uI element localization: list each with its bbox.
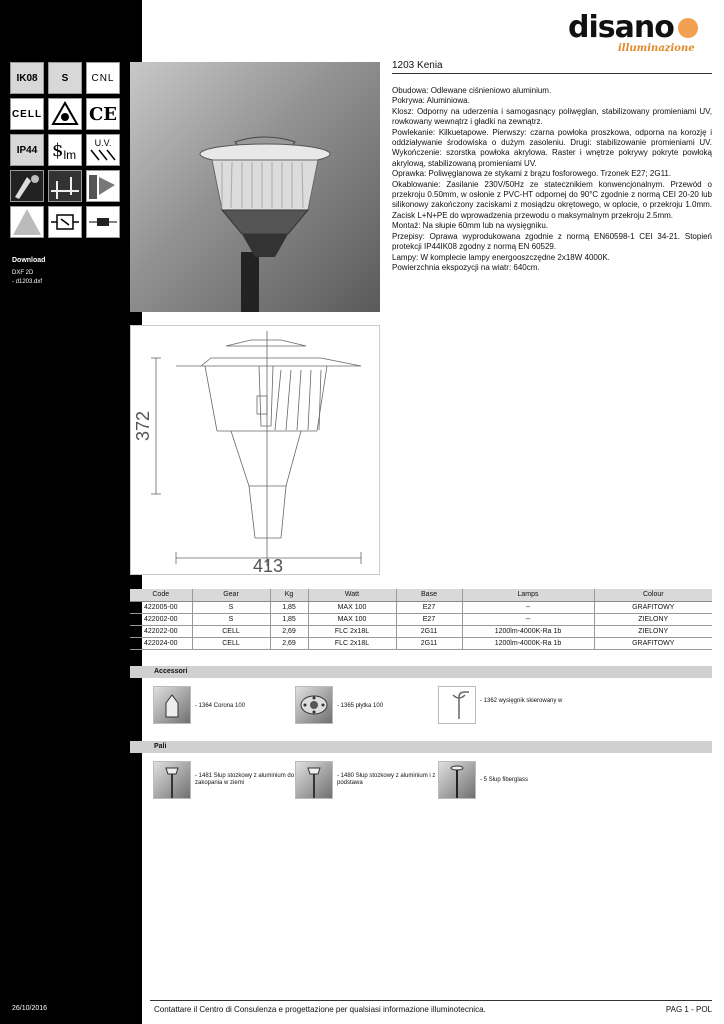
technical-drawing (130, 325, 380, 575)
cell-lamps: -- (462, 613, 594, 625)
desc-diffuser: Klosz: Odporny na uderzenia i samogasnący poliwęglan, stabilizowany promieniami UV, rowkowany wewnątrz i gładki na zewnątrz. (392, 106, 712, 127)
table-row (130, 601, 712, 613)
spec-table (130, 589, 712, 650)
col-code: Code (130, 589, 192, 601)
cell-gear: S (192, 601, 270, 613)
installation-icon (10, 170, 44, 202)
desc-housing: Obudowa: Odlewane ciśnieniowo aluminium. (392, 86, 552, 95)
accessory-item-bracket[interactable] (438, 686, 590, 724)
cell-colour: ZIELONY (594, 625, 712, 637)
corona-thumbnail (153, 686, 191, 724)
cell-kg: 1,85 (270, 613, 308, 625)
footer-contact-text: Contattare il Centro di Consulenza e progettazione per qualsiasi informazione illuminotecnica. (154, 1005, 486, 1014)
cell-gear: CELL (192, 625, 270, 637)
cell-code: 422022-00 (130, 625, 192, 637)
cell-badge: CELL (10, 98, 44, 130)
cell-base: 2G11 (396, 625, 462, 637)
ip44-badge: IP44 (10, 134, 44, 166)
col-kg: Kg (270, 589, 308, 601)
recycle-icon (48, 98, 82, 130)
pole-item-1480[interactable] (295, 761, 437, 799)
cnl-badge: CNL (86, 62, 120, 94)
energy-saving-icon: $ lm (48, 134, 82, 166)
desc-lampholder: Oprawka: Poliwęglanowa ze stykami z brązu fosforowego. Trzonek E27; 2G11. (392, 169, 672, 179)
table-row (130, 613, 712, 625)
pole-mount-icon (86, 170, 120, 202)
s-badge: S (48, 62, 82, 94)
drawing-height-label: 372 (133, 410, 153, 442)
cell-colour: ZIELONY (594, 613, 712, 625)
download-item-dxf-file[interactable]: - d1203.dxf (12, 279, 43, 285)
pole-1480-thumbnail (295, 761, 333, 799)
drawing-width-label: 413 (252, 556, 284, 574)
table-row (130, 625, 712, 637)
brand-logo: disano illuminazione (568, 12, 708, 56)
cell-colour: GRAFITOWY (594, 637, 712, 649)
desc-wiring: Okablowanie: Zasilanie 230V/50Hz ze statecznikiem konwencjonalnym. Przewód o przekroju 0.50mm, w osłonie z PVC-HT odpornej do 90°C zgodnie z normą CEI 20-20 lub silikonowy zakończony zaciskami z mosiądzu okrętowego, w oplocie, o przekroju 1.0mm. Zacisk L+N+PE do wprowadzenia przewodu o maksymalnym przekroju 2.5mm. (392, 179, 712, 220)
desc-cover: Pokrywa: Aluminiowa. (392, 96, 470, 106)
cell-base: E27 (396, 613, 462, 625)
cell-code: 422024-00 (130, 637, 192, 649)
accessory-label: - 1365 płytka 100 (337, 703, 384, 709)
accessories-heading: Accessori (130, 666, 712, 678)
left-sidebar (0, 0, 142, 1024)
pole-label: - 5 Słup fiberglass (480, 777, 529, 783)
product-description (392, 86, 712, 273)
page-number: PAG 1 - POL (665, 1005, 712, 1014)
col-gear: Gear (192, 589, 270, 601)
cell-lamps: 1200lm-4000K-Ra 1b (462, 625, 594, 637)
ik08-badge: IK08 (10, 62, 44, 94)
cell-kg: 2,69 (270, 625, 308, 637)
download-heading: Download (12, 257, 46, 264)
cell-lamps: 1200lm-4000K-Ra 1b (462, 637, 594, 649)
cell-gear: S (192, 613, 270, 625)
cell-watt: FLC 2x18L (308, 637, 396, 649)
fuse-icon (86, 206, 120, 238)
uv-resistant-icon: U.V. (86, 134, 120, 166)
ballast-icon (48, 206, 82, 238)
accessory-item-plate[interactable] (295, 686, 437, 724)
pole-5-thumbnail (438, 761, 476, 799)
cell-code: 422002-00 (130, 613, 192, 625)
cell-code: 422005-00 (130, 601, 192, 613)
cell-colour: GRAFITOWY (594, 601, 712, 613)
desc-standards: Przepisy: Oprawa wyprodukowana zgodnie z normą EN60598-1 CEI 34-21. Stopień protekcji IP44IK08 zgodny z normą EN 60529. (392, 231, 712, 252)
table-header-row (130, 589, 712, 601)
cell-watt: MAX 100 (308, 613, 396, 625)
pole-label: - 1481 Słup stozkowy z aluminium do zakopania w ziemi (195, 773, 295, 786)
light-distribution-icon (10, 206, 44, 238)
bracket-thumbnail (438, 686, 476, 724)
plate-thumbnail (295, 686, 333, 724)
cell-kg: 1,85 (270, 601, 308, 613)
cell-lamps: -- (462, 601, 594, 613)
cell-base: E27 (396, 601, 462, 613)
product-title: 1203 Kenia (392, 60, 443, 71)
col-base: Base (396, 589, 462, 601)
cell-watt: MAX 100 (308, 601, 396, 613)
cell-watt: FLC 2x18L (308, 625, 396, 637)
desc-wind-area: Powierzchnia ekspozycji na wiatr: 640cm. (392, 262, 540, 272)
table-row (130, 637, 712, 649)
accessory-item-corona[interactable] (153, 686, 295, 724)
pole-label: - 1480 Słup stozkowy z aluminium i z podstawa (337, 773, 436, 786)
pole-item-5[interactable] (438, 761, 580, 799)
desc-mounting: Montaż: Na słupie 60mm lub na wysięgniku. (392, 221, 549, 231)
cell-kg: 2,69 (270, 637, 308, 649)
pole-1481-thumbnail (153, 761, 191, 799)
desc-lamps: Lampy: W komplecie lampy energooszczędne 2x18W 4000K. (392, 252, 610, 262)
print-date: 26/10/2016 (12, 1005, 48, 1012)
col-lamps: Lamps (462, 589, 594, 601)
cell-base: 2G11 (396, 637, 462, 649)
accessory-label: - 1364 Corona 100 (195, 703, 246, 709)
cell-gear: CELL (192, 637, 270, 649)
footer-divider (150, 1000, 712, 1001)
desc-coating: Powlekanie: Kilkuetapowe. Pierwszy: czarna powłoka proszkowa, odporna na korozję i oddziaływanie środowiska o dużym zasoleniu. Drugi: stabilizowanie promieniami UV. Wykończenie: szorstka powłoka akrylowa. Raster i wnętrze pokrywy pokryte powłoką akrylową, stabilizowaną promieniami UV. (392, 127, 712, 168)
wiring-icon (48, 170, 82, 202)
download-item-dxf-2d[interactable]: DXF 2D (12, 270, 34, 276)
col-watt: Watt (308, 589, 396, 601)
col-colour: Colour (594, 589, 712, 601)
product-title-bar (392, 60, 712, 74)
certification-icon-grid (10, 62, 120, 242)
product-photo (130, 62, 380, 312)
poles-heading: Pali (130, 741, 712, 753)
accessory-label: - 1362 wysięgnik skierowany w (480, 698, 563, 704)
pole-item-1481[interactable] (153, 761, 295, 799)
ce-mark-icon: CE (86, 98, 120, 130)
